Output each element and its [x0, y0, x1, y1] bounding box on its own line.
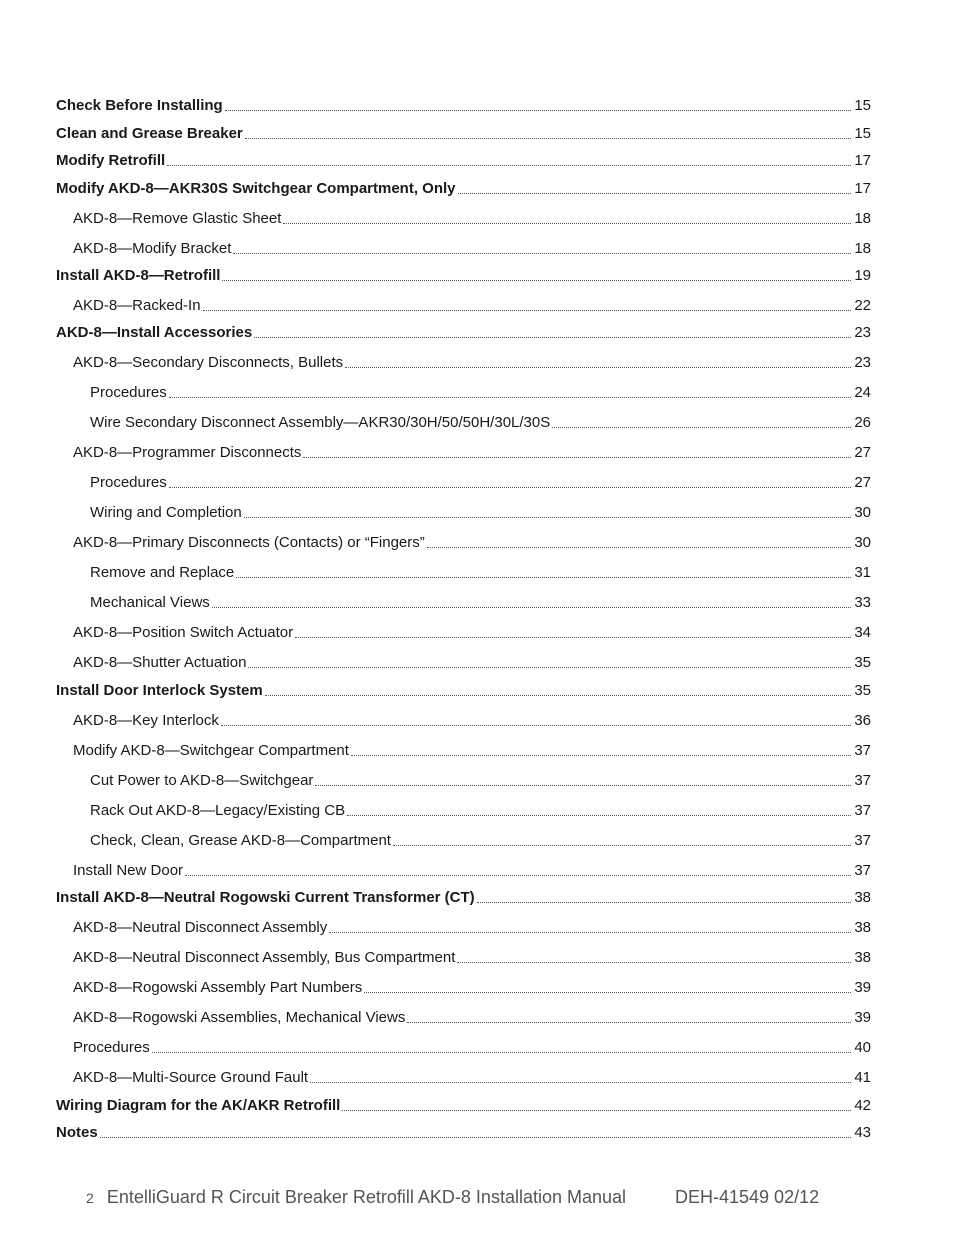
- toc-entry-title: Wiring and Completion: [90, 504, 242, 522]
- toc-entry-page: 39: [854, 979, 871, 997]
- dot-leader: [310, 1081, 851, 1083]
- toc-entry[interactable]: [56, 492, 871, 522]
- toc-entry-title: AKD-8—Modify Bracket: [73, 239, 232, 257]
- toc-entry[interactable]: [56, 907, 871, 937]
- dot-leader: [185, 874, 851, 876]
- toc-entry-title: Procedures: [90, 384, 167, 402]
- toc-entry-page: 41: [854, 1069, 871, 1087]
- dot-leader: [407, 1021, 851, 1023]
- toc-entry[interactable]: [56, 432, 871, 462]
- dot-leader: [248, 666, 851, 668]
- dot-leader: [203, 309, 852, 311]
- table-of-contents: [56, 88, 871, 1142]
- dot-leader: [222, 279, 851, 281]
- dot-leader: [364, 991, 851, 993]
- toc-entry-title: Cut Power to AKD-8—Switchgear: [90, 771, 314, 789]
- toc-entry[interactable]: [56, 522, 871, 552]
- toc-entry-title: Install AKD-8—Retrofill: [56, 266, 221, 284]
- toc-entry[interactable]: [56, 730, 871, 760]
- toc-entry[interactable]: [56, 170, 871, 197]
- toc-entry-title: Rack Out AKD-8—Legacy/Existing CB: [90, 801, 346, 819]
- toc-entry-page: 31: [854, 564, 871, 582]
- toc-entry-page: 15: [854, 124, 871, 142]
- toc-entry[interactable]: [56, 997, 871, 1027]
- toc-entry[interactable]: [56, 700, 871, 730]
- toc-entry-page: 27: [854, 474, 871, 492]
- toc-entry-title: Clean and Grease Breaker: [56, 124, 243, 142]
- toc-entry-title: AKD-8—Remove Glastic Sheet: [73, 209, 282, 227]
- toc-entry-page: 17: [854, 152, 871, 170]
- dot-leader: [212, 606, 852, 608]
- toc-entry-title: Notes: [56, 1123, 98, 1141]
- dot-leader: [315, 784, 851, 786]
- dot-leader: [303, 456, 851, 458]
- dot-leader: [347, 814, 851, 816]
- dot-leader: [244, 516, 852, 518]
- manual-title: EntelliGuard R Circuit Breaker Retrofill AKD-8 Installation Manual: [106, 1187, 627, 1207]
- dot-leader: [254, 336, 851, 338]
- toc-entry-page: 37: [854, 831, 871, 849]
- toc-entry-page: 30: [854, 534, 871, 552]
- toc-entry[interactable]: [56, 258, 871, 285]
- toc-entry-page: 37: [854, 801, 871, 819]
- toc-entry-title: Check Before Installing: [56, 97, 223, 115]
- toc-entry-page: 22: [854, 296, 871, 314]
- dot-leader: [283, 222, 851, 224]
- dot-leader: [225, 109, 852, 111]
- toc-entry-page: 39: [854, 1009, 871, 1027]
- dot-leader: [245, 137, 852, 139]
- toc-entry-page: 37: [854, 861, 871, 879]
- toc-entry-page: 42: [854, 1096, 871, 1114]
- toc-entry-title: Install New Door: [73, 861, 184, 879]
- toc-entry[interactable]: [56, 582, 871, 612]
- toc-entry-title: AKD-8—Neutral Disconnect Assembly, Bus Compartment: [73, 949, 456, 967]
- toc-entry[interactable]: [56, 1057, 871, 1087]
- toc-entry[interactable]: [56, 937, 871, 967]
- toc-entry[interactable]: [56, 790, 871, 820]
- toc-entry[interactable]: [56, 115, 871, 142]
- toc-entry[interactable]: [56, 342, 871, 372]
- dot-leader: [221, 724, 851, 726]
- toc-entry-page: 36: [854, 711, 871, 729]
- toc-entry-page: 37: [854, 741, 871, 759]
- toc-entry-page: 19: [854, 266, 871, 284]
- dot-leader: [169, 396, 852, 398]
- toc-entry-page: 26: [854, 414, 871, 432]
- dot-leader: [265, 694, 852, 696]
- dot-leader: [427, 546, 852, 548]
- toc-entry-title: Install Door Interlock System: [56, 681, 263, 699]
- dot-leader: [457, 961, 851, 963]
- toc-entry[interactable]: [56, 552, 871, 582]
- toc-entry-title: Modify AKD-8—Switchgear Compartment: [73, 741, 349, 759]
- toc-entry-page: 43: [854, 1123, 871, 1141]
- toc-entry[interactable]: [56, 462, 871, 492]
- toc-entry-page: 33: [854, 594, 871, 612]
- toc-entry-title: AKD-8—Programmer Disconnects: [73, 444, 302, 462]
- dot-leader: [233, 252, 851, 254]
- document-number: DEH-41549 02/12: [675, 1187, 820, 1207]
- toc-entry[interactable]: [56, 315, 871, 342]
- dot-leader: [393, 844, 851, 846]
- dot-leader: [100, 1136, 852, 1138]
- dot-leader: [167, 164, 851, 166]
- toc-entry-page: 24: [854, 384, 871, 402]
- toc-entry-page: 15: [854, 97, 871, 115]
- toc-entry-title: AKD-8—Primary Disconnects (Contacts) or “Fingers”: [73, 534, 425, 552]
- toc-entry[interactable]: [56, 372, 871, 402]
- dot-leader: [295, 636, 851, 638]
- toc-entry-title: Wire Secondary Disconnect Assembly—AKR30/30H/50/50H/30L/30S: [90, 414, 551, 432]
- toc-entry[interactable]: [56, 967, 871, 997]
- toc-entry[interactable]: [56, 285, 871, 315]
- dot-leader: [345, 366, 851, 368]
- toc-entry[interactable]: [56, 820, 871, 850]
- toc-entry-title: Procedures: [73, 1039, 150, 1057]
- toc-entry-title: Install AKD-8—Neutral Rogowski Current Transformer (CT): [56, 889, 475, 907]
- toc-entry-title: AKD-8—Racked-In: [73, 296, 201, 314]
- toc-entry[interactable]: [56, 198, 871, 228]
- toc-entry-page: 37: [854, 771, 871, 789]
- toc-entry-title: AKD-8—Key Interlock: [73, 711, 219, 729]
- toc-entry[interactable]: [56, 642, 871, 672]
- toc-entry[interactable]: [56, 760, 871, 790]
- dot-leader: [351, 754, 851, 756]
- dot-leader: [342, 1109, 851, 1111]
- dot-leader: [458, 192, 852, 194]
- toc-entry-title: Wiring Diagram for the AK/AKR Retrofill: [56, 1096, 341, 1114]
- dot-leader: [236, 576, 851, 578]
- toc-entry-page: 34: [854, 624, 871, 642]
- toc-entry-page: 30: [854, 504, 871, 522]
- dot-leader: [329, 931, 851, 933]
- toc-entry-page: 38: [854, 889, 871, 907]
- toc-entry[interactable]: [56, 1115, 871, 1142]
- toc-entry[interactable]: [56, 612, 871, 642]
- page-number: 2: [86, 1190, 94, 1206]
- toc-entry-title: AKD-8—Position Switch Actuator: [73, 624, 294, 642]
- toc-entry-page: 38: [854, 949, 871, 967]
- toc-entry-title: Check, Clean, Grease AKD-8—Compartment: [90, 831, 391, 849]
- toc-entry[interactable]: [56, 402, 871, 432]
- toc-entry-title: Procedures: [90, 474, 167, 492]
- toc-entry-title: Modify Retrofill: [56, 152, 166, 170]
- toc-entry-page: 23: [854, 354, 871, 372]
- toc-entry[interactable]: [56, 880, 871, 907]
- toc-entry-title: AKD-8—Shutter Actuation: [73, 654, 247, 672]
- toc-entry[interactable]: [56, 1027, 871, 1057]
- toc-entry-title: Modify AKD-8—AKR30S Switchgear Compartment, Only: [56, 179, 456, 197]
- toc-entry-page: 40: [854, 1039, 871, 1057]
- toc-entry[interactable]: [56, 672, 871, 699]
- toc-entry[interactable]: [56, 143, 871, 170]
- toc-entry[interactable]: [56, 88, 871, 115]
- toc-entry-page: 35: [854, 654, 871, 672]
- dot-leader: [152, 1051, 852, 1053]
- toc-entry-title: AKD-8—Rogowski Assembly Part Numbers: [73, 979, 363, 997]
- toc-entry-title: AKD-8—Rogowski Assemblies, Mechanical Views: [73, 1009, 406, 1027]
- toc-entry-page: 38: [854, 919, 871, 937]
- toc-entry-title: Remove and Replace: [90, 564, 235, 582]
- toc-entry-page: 23: [854, 324, 871, 342]
- toc-entry-page: 18: [854, 209, 871, 227]
- toc-entry[interactable]: [56, 228, 871, 258]
- toc-entry-title: Mechanical Views: [90, 594, 210, 612]
- toc-entry-page: 18: [854, 239, 871, 257]
- dot-leader: [477, 901, 852, 903]
- toc-entry[interactable]: [56, 850, 871, 880]
- toc-entry-title: AKD-8—Multi-Source Ground Fault: [73, 1069, 309, 1087]
- toc-entry-page: 35: [854, 681, 871, 699]
- toc-entry-title: AKD-8—Secondary Disconnects, Bullets: [73, 354, 344, 372]
- dot-leader: [169, 486, 852, 488]
- toc-entry-title: AKD-8—Install Accessories: [56, 324, 253, 342]
- toc-entry-page: 27: [854, 444, 871, 462]
- page-footer: [86, 1187, 820, 1208]
- toc-entry-title: AKD-8—Neutral Disconnect Assembly: [73, 919, 328, 937]
- toc-entry-page: 17: [854, 179, 871, 197]
- dot-leader: [552, 426, 851, 428]
- toc-entry[interactable]: [56, 1087, 871, 1114]
